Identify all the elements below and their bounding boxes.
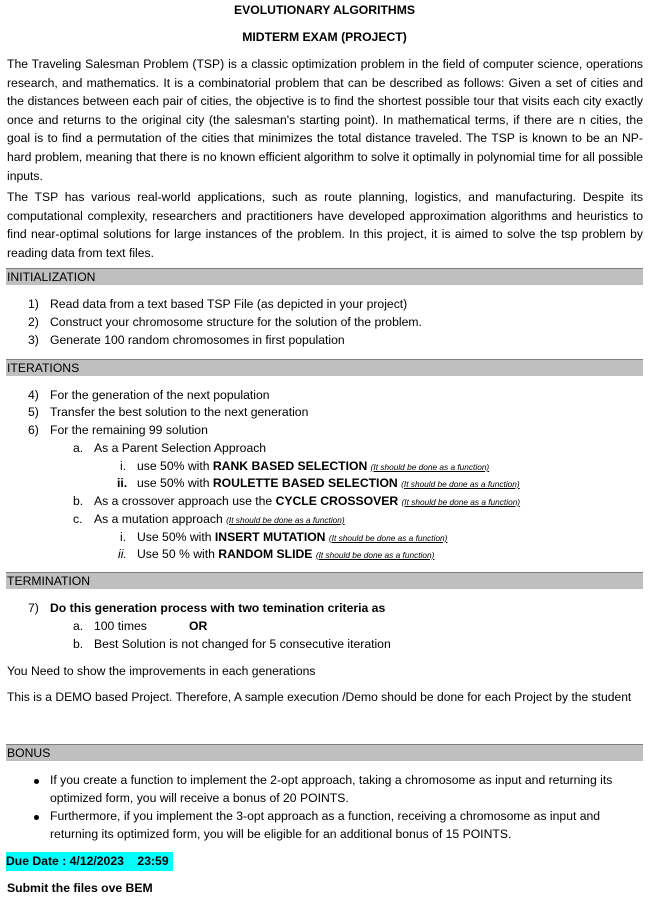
or-keyword: OR: [189, 619, 208, 633]
list-item: Do this generation process with two temination criteria as: [50, 601, 386, 615]
crossover-item: [94, 494, 520, 508]
mutation-item: [94, 512, 345, 526]
item-keyword: ROULETTE BASED SELECTION: [212, 476, 398, 490]
intro-paragraph-1: The Traveling Salesman Problem (TSP) is a classic optimization problem in the field of computer science, operations research, and mathematics. It is a combinatorial problem that can be described as follows: Given a set of cities and the distances between each pair of cities, the objective is to find the shortest possible tour that visits each city exactly once and returns to the original city (the salesman's starting point). In mathematical terms, if there are n cities, the goal is to find a permutation of the cities that minimizes the total distance traveled. The TSP is known to be an NP-hard problem, meaning that there is no known efficient algorithm to solve it optimally in polynomial time for all possible inputs.: [7, 57, 643, 183]
list-item-number: 1): [28, 297, 39, 311]
item-keyword: RANDOM SLIDE: [218, 547, 313, 561]
sub-sub-item-label: ii.: [118, 547, 127, 561]
item-text: As a crossover approach use the: [94, 494, 276, 508]
sub-sub-item-label: ii.: [117, 476, 128, 490]
bonus-line: optimized form, you will receive a bonus of 20 POINTS.: [50, 791, 349, 805]
sub-item-label: b.: [73, 494, 84, 508]
list-item-number: 5): [28, 405, 39, 419]
bullet-icon: [34, 779, 39, 784]
rank-selection-item: [137, 459, 489, 473]
bonus-line: returning its optimized form, you will be eligible for an additional bonus of 15 POINTS.: [50, 827, 512, 841]
section-bonus: BONUS: [6, 744, 643, 761]
due-date: Due Date : 4/12/2023 23:59: [6, 852, 173, 871]
sub-item-label: c.: [73, 512, 83, 526]
roulette-selection-item: [137, 476, 520, 490]
item-keyword: CYCLE CROSSOVER: [275, 494, 399, 508]
list-item: Read data from a text based TSP File (as depicted in your project): [50, 297, 408, 311]
sub-item-label: a.: [73, 619, 84, 633]
exam-title: MIDTERM EXAM (PROJECT): [242, 30, 407, 44]
item-text: Use 50 % with: [137, 547, 219, 561]
list-item-number: 2): [28, 315, 39, 329]
bonus-line: Furthermore, if you implement the 3-opt approach as a function, receiving a chromosome as input and: [50, 809, 601, 823]
list-item-number: 7): [28, 601, 39, 615]
list-item-number: 4): [28, 388, 39, 402]
sub-item: Best Solution is not changed for 5 consecutive iteration: [94, 637, 391, 651]
bullet-icon: [34, 815, 39, 820]
item-keyword: INSERT MUTATION: [214, 530, 326, 544]
function-note: (It should be done as a function): [226, 515, 345, 525]
sub-item-label: b.: [73, 637, 84, 651]
item-text: As a mutation approach: [94, 512, 227, 526]
sub-item-label: a.: [73, 441, 84, 455]
list-item: Generate 100 random chromosomes in first population: [50, 333, 345, 347]
function-note: (It should be done as a function): [315, 550, 435, 560]
list-item: Construct your chromosome structure for the solution of the problem.: [50, 315, 422, 329]
function-note: (It should be done as a function): [328, 533, 448, 543]
item-text: Use 50% with: [137, 530, 215, 544]
insert-mutation-item: [137, 530, 447, 544]
intro-paragraph-2: The TSP has various real-world applications, such as route planning, logistics, and manufacturing. Despite its computational complexity, researchers and practitioners have developed approximation algorithms and heuristics to find near-optimal solutions for large instances of the problem. In this project, it is aimed to solve the tsp problem by reading data from text files.: [7, 190, 643, 260]
function-note: (It should be done as a function): [401, 497, 521, 507]
item-text: use 50% with: [137, 459, 213, 473]
submit-note: Submit the files ove BEM: [7, 881, 153, 895]
course-title: EVOLUTIONARY ALGORITHMS: [233, 3, 415, 17]
item-text: use 50% with: [137, 476, 213, 490]
sub-sub-item-label: i.: [120, 530, 127, 544]
list-item: Transfer the best solution to the next generation: [50, 405, 309, 419]
bonus-line: If you create a function to implement the 2-opt approach, taking a chromosome as input and returning its: [50, 773, 613, 787]
section-iterations: ITERATIONS: [6, 359, 643, 376]
list-item-number: 6): [28, 423, 39, 437]
improvements-note: You Need to show the improvements in each generations: [7, 664, 316, 678]
section-initialization: INITIALIZATION: [6, 268, 643, 285]
function-note: (It should be done as a function): [370, 462, 490, 472]
sub-sub-item-label: i.: [120, 459, 127, 473]
section-termination: TERMINATION: [6, 572, 643, 589]
sub-item: 100 times: [94, 619, 147, 633]
function-note: (It should be done as a function): [401, 479, 520, 489]
random-slide-item: [137, 547, 434, 561]
list-item: For the remaining 99 solution: [50, 423, 208, 437]
item-keyword: RANK BASED SELECTION: [212, 459, 368, 473]
list-item-number: 3): [28, 333, 39, 347]
sub-item: As a Parent Selection Approach: [94, 441, 267, 455]
list-item: For the generation of the next population: [50, 388, 270, 402]
demo-note: This is a DEMO based Project. Therefore, A sample execution /Demo should be done for each Project by the student: [7, 690, 632, 704]
